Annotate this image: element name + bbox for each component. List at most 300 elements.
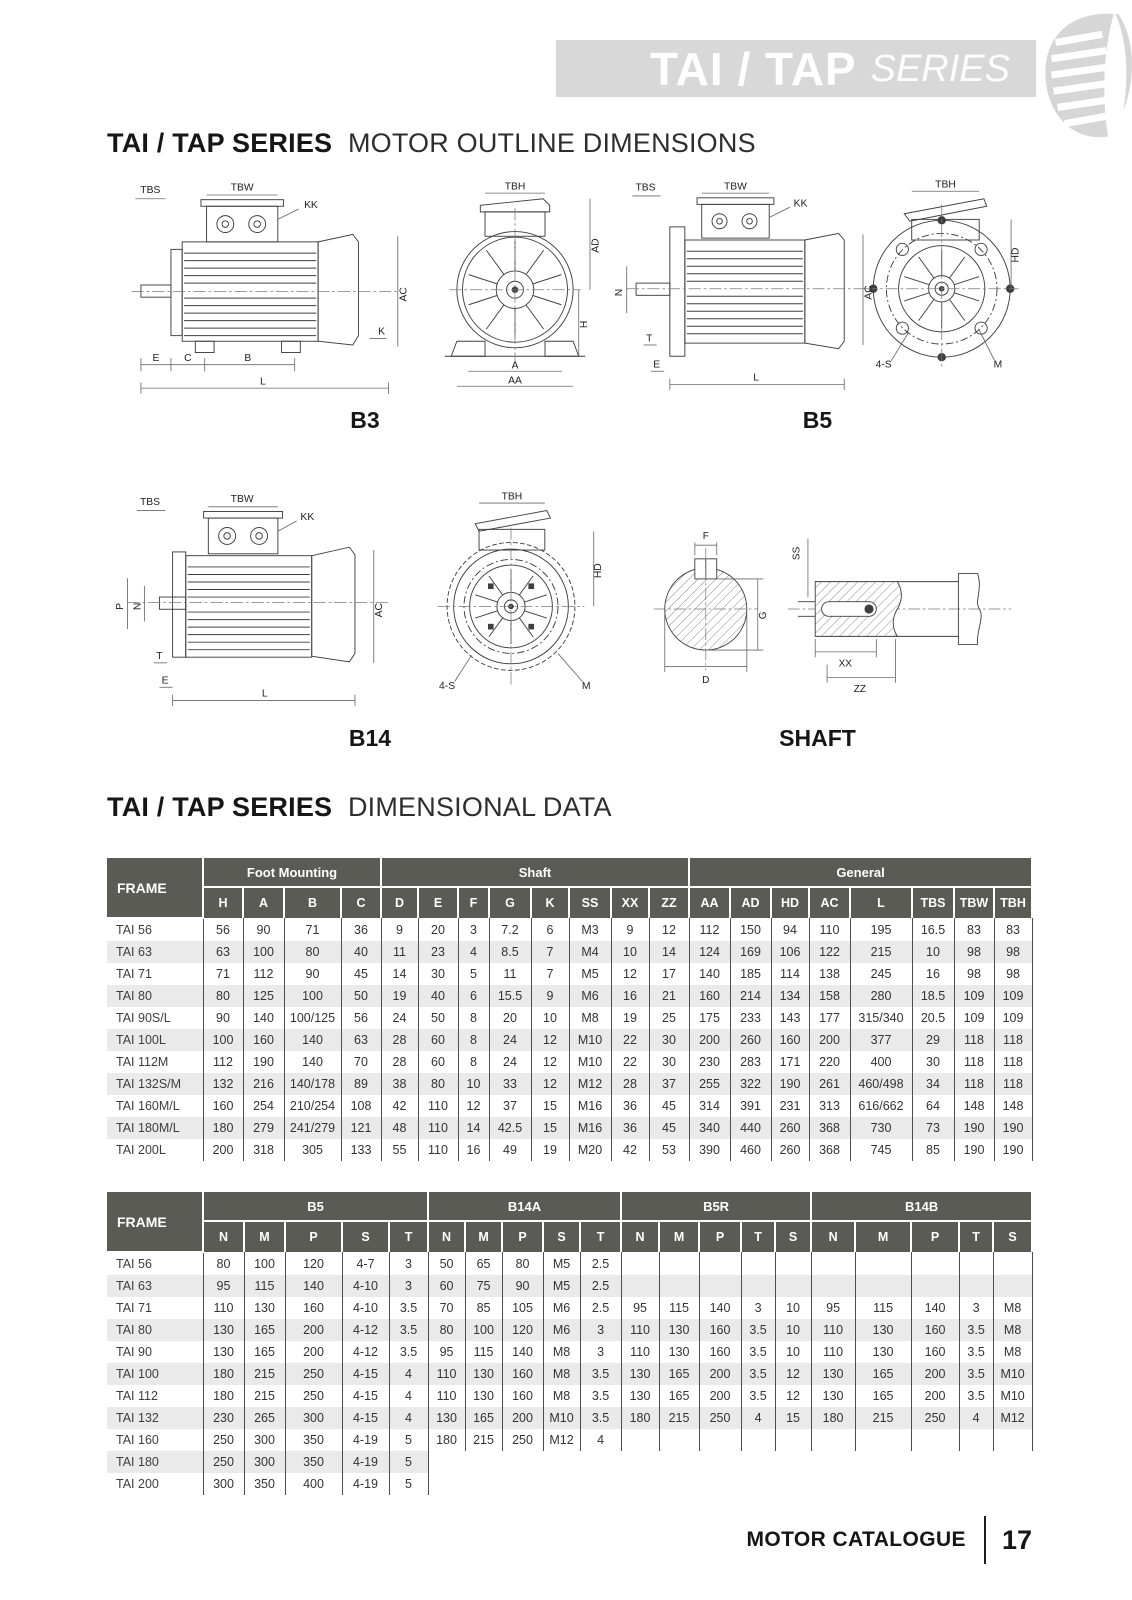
- value-cell: 14: [458, 1117, 489, 1139]
- value-cell: 3: [458, 918, 489, 941]
- value-cell: 118: [994, 1029, 1032, 1051]
- value-cell: 45: [649, 1117, 689, 1139]
- value-cell: M10: [569, 1029, 611, 1051]
- b3-label-tbw: TBW: [230, 182, 254, 194]
- dimensional-table-2: [107, 1192, 1033, 1495]
- col-header: S: [543, 1221, 580, 1252]
- value-cell: 33: [489, 1073, 531, 1095]
- value-cell: 114: [771, 963, 809, 985]
- value-cell: 200: [699, 1385, 741, 1407]
- value-cell: 100: [243, 941, 284, 963]
- table-row: [107, 1429, 1032, 1451]
- frame-cell: TAI 100L: [107, 1029, 203, 1051]
- blank-cell: [959, 1451, 993, 1473]
- value-cell: 110: [418, 1095, 458, 1117]
- value-cell: 53: [649, 1139, 689, 1161]
- outline-title-bold: TAI / TAP SERIES: [107, 128, 333, 158]
- value-cell: 105: [502, 1297, 543, 1319]
- blank-cell: [502, 1473, 543, 1495]
- value-cell: [959, 1429, 993, 1451]
- value-cell: 112: [203, 1051, 243, 1073]
- value-cell: M6: [569, 985, 611, 1007]
- value-cell: 4-7: [342, 1252, 389, 1275]
- value-cell: 322: [730, 1073, 771, 1095]
- value-cell: 50: [341, 985, 381, 1007]
- value-cell: 38: [381, 1073, 418, 1095]
- col-header: F: [458, 887, 489, 918]
- value-cell: [621, 1275, 659, 1297]
- page-footer: [746, 1516, 1032, 1564]
- b14-label-kk: KK: [300, 511, 315, 523]
- value-cell: 115: [244, 1275, 285, 1297]
- value-cell: M10: [993, 1363, 1032, 1385]
- value-cell: 30: [912, 1051, 954, 1073]
- value-cell: 98: [994, 963, 1032, 985]
- value-cell: 95: [621, 1297, 659, 1319]
- value-cell: 28: [381, 1029, 418, 1051]
- value-cell: 63: [341, 1029, 381, 1051]
- value-cell: 300: [244, 1451, 285, 1473]
- value-cell: 18.5: [912, 985, 954, 1007]
- value-cell: 254: [243, 1095, 284, 1117]
- value-cell: 265: [244, 1407, 285, 1429]
- value-cell: [855, 1429, 911, 1451]
- value-cell: 10: [775, 1297, 811, 1319]
- value-cell: 30: [649, 1051, 689, 1073]
- value-cell: 165: [855, 1363, 911, 1385]
- value-cell: 14: [381, 963, 418, 985]
- value-cell: 7.2: [489, 918, 531, 941]
- col-header: M: [465, 1221, 502, 1252]
- value-cell: 28: [381, 1051, 418, 1073]
- value-cell: 160: [911, 1319, 959, 1341]
- value-cell: 260: [771, 1117, 809, 1139]
- value-cell: 11: [381, 941, 418, 963]
- table-row: [107, 1385, 1032, 1407]
- value-cell: 160: [689, 985, 730, 1007]
- value-cell: [911, 1275, 959, 1297]
- value-cell: 12: [531, 1073, 569, 1095]
- value-cell: 42: [381, 1095, 418, 1117]
- value-cell: 280: [850, 985, 912, 1007]
- value-cell: 3: [389, 1252, 428, 1275]
- b14-label-hd: HD: [593, 563, 605, 579]
- value-cell: 190: [994, 1117, 1032, 1139]
- frame-cell: TAI 80: [107, 985, 203, 1007]
- value-cell: 160: [203, 1095, 243, 1117]
- value-cell: 132: [203, 1073, 243, 1095]
- value-cell: 130: [203, 1341, 244, 1363]
- drawing-b5: [600, 180, 1035, 434]
- value-cell: 160: [502, 1363, 543, 1385]
- value-cell: 30: [649, 1029, 689, 1051]
- value-cell: 3.5: [580, 1363, 621, 1385]
- value-cell: M8: [993, 1297, 1032, 1319]
- value-cell: 4: [580, 1429, 621, 1451]
- value-cell: 4-19: [342, 1451, 389, 1473]
- table2-group-b14a: B14A: [428, 1192, 621, 1221]
- value-cell: 4: [389, 1363, 428, 1385]
- value-cell: [993, 1275, 1032, 1297]
- value-cell: 260: [771, 1139, 809, 1161]
- b3-label-l: L: [259, 376, 266, 388]
- drawing-caption-b14: B14: [348, 725, 392, 751]
- value-cell: 3.5: [959, 1341, 993, 1363]
- value-cell: 90: [243, 918, 284, 941]
- value-cell: 300: [244, 1429, 285, 1451]
- value-cell: 190: [954, 1139, 994, 1161]
- value-cell: 350: [244, 1473, 285, 1495]
- blank-cell: [543, 1473, 580, 1495]
- value-cell: 6: [531, 918, 569, 941]
- outline-section-title: [107, 128, 756, 159]
- frame-cell: TAI 160: [107, 1429, 203, 1451]
- table-row: [107, 941, 1032, 963]
- value-cell: 160: [911, 1341, 959, 1363]
- value-cell: 160: [699, 1341, 741, 1363]
- value-cell: 2.5: [580, 1297, 621, 1319]
- value-cell: 3.5: [580, 1385, 621, 1407]
- value-cell: 130: [659, 1319, 699, 1341]
- value-cell: 260: [730, 1029, 771, 1051]
- footer-label: MOTOR CATALOGUE: [746, 1528, 966, 1551]
- value-cell: 200: [911, 1363, 959, 1385]
- value-cell: 4-12: [342, 1319, 389, 1341]
- col-header: M: [244, 1221, 285, 1252]
- drawing-b3: [100, 180, 630, 434]
- table-row: [107, 1407, 1032, 1429]
- value-cell: 80: [428, 1319, 465, 1341]
- value-cell: 8.5: [489, 941, 531, 963]
- value-cell: 70: [428, 1297, 465, 1319]
- dimensional-section-title: [107, 792, 612, 823]
- value-cell: 115: [659, 1297, 699, 1319]
- value-cell: [811, 1429, 855, 1451]
- blank-cell: [465, 1473, 502, 1495]
- col-header: AA: [689, 887, 730, 918]
- value-cell: 48: [381, 1117, 418, 1139]
- value-cell: 80: [203, 985, 243, 1007]
- value-cell: 130: [855, 1341, 911, 1363]
- value-cell: 100: [244, 1252, 285, 1275]
- value-cell: 140: [285, 1275, 342, 1297]
- value-cell: 130: [428, 1407, 465, 1429]
- value-cell: 165: [244, 1341, 285, 1363]
- blank-cell: [959, 1473, 993, 1495]
- value-cell: 12: [775, 1363, 811, 1385]
- value-cell: 3: [580, 1319, 621, 1341]
- value-cell: 190: [994, 1139, 1032, 1161]
- frame-cell: TAI 56: [107, 1252, 203, 1275]
- value-cell: 460/498: [850, 1073, 912, 1095]
- value-cell: 200: [285, 1319, 342, 1341]
- b14-label-t: T: [156, 651, 163, 663]
- value-cell: 200: [699, 1363, 741, 1385]
- value-cell: 109: [954, 985, 994, 1007]
- col-header: G: [489, 887, 531, 918]
- value-cell: 130: [659, 1341, 699, 1363]
- b14-label-4s: 4-S: [439, 681, 456, 693]
- value-cell: 9: [531, 985, 569, 1007]
- value-cell: 110: [418, 1117, 458, 1139]
- value-cell: 130: [621, 1385, 659, 1407]
- value-cell: M6: [543, 1319, 580, 1341]
- value-cell: 15.5: [489, 985, 531, 1007]
- shaft-label-g: G: [757, 611, 769, 620]
- table2-frame-header: FRAME: [107, 1192, 203, 1252]
- value-cell: 3.5: [741, 1385, 775, 1407]
- value-cell: 245: [850, 963, 912, 985]
- value-cell: 300: [285, 1407, 342, 1429]
- value-cell: 40: [418, 985, 458, 1007]
- value-cell: 100/125: [284, 1007, 341, 1029]
- value-cell: 177: [809, 1007, 850, 1029]
- value-cell: 160: [502, 1385, 543, 1407]
- value-cell: 318: [243, 1139, 284, 1161]
- value-cell: 130: [621, 1363, 659, 1385]
- value-cell: 130: [855, 1319, 911, 1341]
- value-cell: 60: [418, 1029, 458, 1051]
- value-cell: 19: [611, 1007, 649, 1029]
- value-cell: 7: [531, 941, 569, 963]
- value-cell: 250: [203, 1429, 244, 1451]
- value-cell: 17: [649, 963, 689, 985]
- value-cell: 180: [203, 1363, 244, 1385]
- value-cell: 180: [621, 1407, 659, 1429]
- value-cell: 16: [912, 963, 954, 985]
- value-cell: 5: [389, 1473, 428, 1495]
- table2-group-b5r: B5R: [621, 1192, 811, 1221]
- value-cell: M8: [569, 1007, 611, 1029]
- value-cell: 230: [203, 1407, 244, 1429]
- value-cell: 3.5: [959, 1385, 993, 1407]
- shaft-label-ss: SS: [791, 546, 803, 561]
- value-cell: 110: [621, 1319, 659, 1341]
- value-cell: 10: [775, 1319, 811, 1341]
- col-header: TBW: [954, 887, 994, 918]
- value-cell: 115: [855, 1297, 911, 1319]
- value-cell: 377: [850, 1029, 912, 1051]
- value-cell: 175: [689, 1007, 730, 1029]
- value-cell: 95: [428, 1341, 465, 1363]
- table-row: [107, 1007, 1032, 1029]
- value-cell: 3.5: [959, 1319, 993, 1341]
- value-cell: 4-10: [342, 1297, 389, 1319]
- value-cell: [911, 1252, 959, 1275]
- value-cell: [741, 1429, 775, 1451]
- value-cell: 3.5: [741, 1363, 775, 1385]
- shaft-label-f: F: [702, 530, 709, 542]
- value-cell: 42: [611, 1139, 649, 1161]
- value-cell: 261: [809, 1073, 850, 1095]
- value-cell: 140: [243, 1007, 284, 1029]
- value-cell: 250: [285, 1363, 342, 1385]
- col-header: ZZ: [649, 887, 689, 918]
- value-cell: 340: [689, 1117, 730, 1139]
- col-header: T: [580, 1221, 621, 1252]
- frame-cell: TAI 56: [107, 918, 203, 941]
- table-row: [107, 1073, 1032, 1095]
- col-header: P: [285, 1221, 342, 1252]
- value-cell: 215: [850, 941, 912, 963]
- value-cell: 3.5: [389, 1319, 428, 1341]
- value-cell: M12: [569, 1073, 611, 1095]
- value-cell: 12: [649, 918, 689, 941]
- blank-cell: [428, 1451, 465, 1473]
- table1-frame-header: FRAME: [107, 858, 203, 918]
- col-header: T: [959, 1221, 993, 1252]
- blank-cell: [580, 1473, 621, 1495]
- value-cell: 80: [502, 1252, 543, 1275]
- value-cell: [855, 1275, 911, 1297]
- value-cell: 110: [621, 1341, 659, 1363]
- col-header: HD: [771, 887, 809, 918]
- value-cell: [811, 1252, 855, 1275]
- value-cell: 109: [954, 1007, 994, 1029]
- value-cell: M5: [543, 1275, 580, 1297]
- value-cell: 200: [502, 1407, 543, 1429]
- b3-label-c: C: [184, 352, 192, 364]
- value-cell: 200: [911, 1385, 959, 1407]
- value-cell: 190: [954, 1117, 994, 1139]
- value-cell: [993, 1252, 1032, 1275]
- value-cell: 460: [730, 1139, 771, 1161]
- value-cell: 190: [771, 1073, 809, 1095]
- col-header: P: [502, 1221, 543, 1252]
- b3-label-aa: AA: [508, 375, 522, 387]
- b5-label-m: M: [993, 359, 1003, 371]
- value-cell: 90: [502, 1275, 543, 1297]
- col-header: C: [341, 887, 381, 918]
- value-cell: 616/662: [850, 1095, 912, 1117]
- blank-cell: [855, 1473, 911, 1495]
- value-cell: 368: [809, 1117, 850, 1139]
- value-cell: 140: [689, 963, 730, 985]
- value-cell: 95: [203, 1275, 244, 1297]
- b14-label-n: N: [132, 602, 144, 611]
- col-header: E: [418, 887, 458, 918]
- value-cell: 3.5: [389, 1341, 428, 1363]
- blank-cell: [659, 1451, 699, 1473]
- value-cell: 80: [203, 1252, 244, 1275]
- value-cell: 195: [850, 918, 912, 941]
- table-row: [107, 1319, 1032, 1341]
- value-cell: 3: [959, 1297, 993, 1319]
- col-header: S: [993, 1221, 1032, 1252]
- value-cell: [775, 1275, 811, 1297]
- value-cell: 42.5: [489, 1117, 531, 1139]
- value-cell: M8: [543, 1341, 580, 1363]
- value-cell: 140: [284, 1029, 341, 1051]
- col-header: AC: [809, 887, 850, 918]
- value-cell: 11: [489, 963, 531, 985]
- blank-cell: [621, 1473, 659, 1495]
- value-cell: 112: [689, 918, 730, 941]
- value-cell: 30: [418, 963, 458, 985]
- value-cell: 215: [659, 1407, 699, 1429]
- value-cell: 85: [465, 1297, 502, 1319]
- b3-label-tbs: TBS: [140, 185, 161, 197]
- value-cell: 231: [771, 1095, 809, 1117]
- value-cell: 3: [580, 1341, 621, 1363]
- value-cell: 36: [611, 1095, 649, 1117]
- value-cell: 24: [489, 1051, 531, 1073]
- value-cell: 20: [489, 1007, 531, 1029]
- value-cell: 400: [285, 1473, 342, 1495]
- value-cell: 109: [994, 1007, 1032, 1029]
- value-cell: 200: [285, 1341, 342, 1363]
- frame-cell: TAI 200: [107, 1473, 203, 1495]
- value-cell: 12: [531, 1051, 569, 1073]
- value-cell: 4-15: [342, 1363, 389, 1385]
- value-cell: 250: [203, 1451, 244, 1473]
- col-header: P: [911, 1221, 959, 1252]
- value-cell: [659, 1252, 699, 1275]
- value-cell: [775, 1252, 811, 1275]
- value-cell: 160: [699, 1319, 741, 1341]
- b3-label-ad: AD: [590, 238, 602, 253]
- shaft-label-d: D: [702, 674, 710, 686]
- shaft-label-zz: ZZ: [853, 683, 867, 695]
- value-cell: 216: [243, 1073, 284, 1095]
- value-cell: 50: [418, 1007, 458, 1029]
- b3-label-e: E: [152, 352, 160, 364]
- value-cell: 37: [649, 1073, 689, 1095]
- value-cell: 3.5: [741, 1341, 775, 1363]
- value-cell: 40: [341, 941, 381, 963]
- value-cell: M16: [569, 1117, 611, 1139]
- value-cell: 140: [502, 1341, 543, 1363]
- col-header: H: [203, 887, 243, 918]
- value-cell: 71: [203, 963, 243, 985]
- value-cell: 85: [912, 1139, 954, 1161]
- value-cell: 215: [244, 1385, 285, 1407]
- table-row: [107, 918, 1032, 941]
- value-cell: 7: [531, 963, 569, 985]
- frame-cell: TAI 90S/L: [107, 1007, 203, 1029]
- b5-label-tbw: TBW: [724, 181, 747, 193]
- value-cell: 16.5: [912, 918, 954, 941]
- value-cell: 5: [389, 1451, 428, 1473]
- value-cell: 3.5: [741, 1319, 775, 1341]
- blank-cell: [911, 1473, 959, 1495]
- value-cell: 122: [809, 941, 850, 963]
- frame-cell: TAI 180: [107, 1451, 203, 1473]
- table2-group-b5: B5: [203, 1192, 428, 1221]
- value-cell: 124: [689, 941, 730, 963]
- value-cell: 215: [855, 1407, 911, 1429]
- blank-cell: [502, 1451, 543, 1473]
- value-cell: 4: [389, 1407, 428, 1429]
- value-cell: 112: [243, 963, 284, 985]
- blank-cell: [465, 1451, 502, 1473]
- blank-cell: [580, 1451, 621, 1473]
- value-cell: 118: [994, 1073, 1032, 1095]
- value-cell: 34: [912, 1073, 954, 1095]
- value-cell: 15: [531, 1095, 569, 1117]
- frame-cell: TAI 200L: [107, 1139, 203, 1161]
- shaft-label-xx: XX: [838, 658, 853, 670]
- value-cell: 109: [994, 985, 1032, 1007]
- value-cell: 45: [341, 963, 381, 985]
- blank-cell: [543, 1451, 580, 1473]
- table2-group-b14b: B14B: [811, 1192, 1032, 1221]
- value-cell: 255: [689, 1073, 730, 1095]
- dimensional-title-bold: TAI / TAP SERIES: [107, 792, 333, 822]
- value-cell: 2.5: [580, 1252, 621, 1275]
- value-cell: 20: [418, 918, 458, 941]
- value-cell: [659, 1275, 699, 1297]
